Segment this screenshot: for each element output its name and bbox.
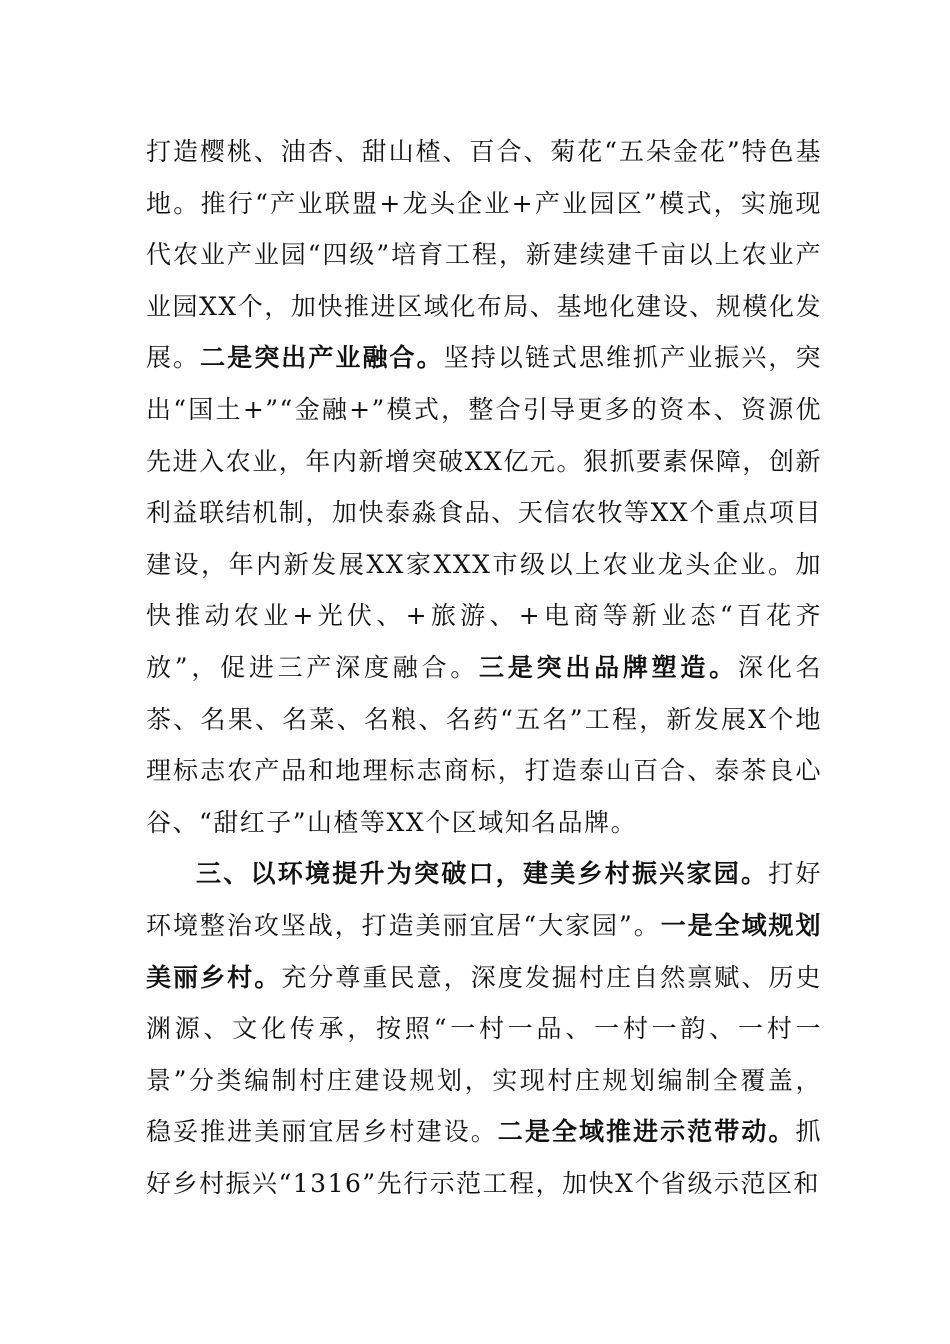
text-run: 深化名茶、名果、名菜、名粮、名药“五名”工程，新发展X个地理标志农产品和地理标志商标，打造泰山百合、泰茶良心谷、“甜红子”山楂等XX个区域知名品牌。 xyxy=(146,652,822,837)
paragraph-2 xyxy=(146,848,822,1209)
text-run: 坚持以链式思维抓产业振兴，突出“国土+”“金融+”模式，整合引导更多的资本、资源优先进入农业，年内新增突破XX亿元。狠抓要素保障，创新利益联结机制，加快泰淼食品、天信农牧等XX个重点项目建设，年内新发展XX家XXX市级以上农业龙头企业。加快推动农业+光伏、+旅游、+电商等新业态“百花齐放”，促进三产深度融合。 xyxy=(146,343,822,682)
section-heading: 三、以环境提升为突破口，建美乡村振兴家园。 xyxy=(196,859,769,889)
bold-heading-run: 一是全域规划美丽乡村。 xyxy=(146,910,822,992)
paragraph-1 xyxy=(146,126,822,848)
text-run: 抓好乡村振兴“1316”先行示范工程，加快X个省级示范区和 xyxy=(146,1117,822,1198)
bold-heading-run: 三是突出品牌塑造。 xyxy=(479,652,738,682)
text-run: 充分尊重民意，深度发掘村庄自然禀赋、历史渊源、文化传承，按照“一村一品、一村一韵、一村一景”分类编制村庄建设规划，实现村庄规划编制全覆盖，稳妥推进美丽宜居乡村建设。 xyxy=(146,962,822,1147)
text-run: 打造樱桃、油杏、甜山楂、百合、菊花“五朵金花”特色基地。推行“产业联盟+龙头企业+产业园区”模式，实施现代农业产业园“四级”培育工程，新建续建千亩以上农业产业园XX个，加快推进区域化布局、基地化建设、规模化发展。 xyxy=(146,137,822,373)
bold-heading-run: 二是全域推进示范带动。 xyxy=(497,1117,796,1147)
document-body xyxy=(146,126,822,1209)
text-run: 打好环境整治攻坚战，打造美丽宜居“大家园”。 xyxy=(146,859,822,940)
bold-heading-run: 二是突出产业融合。 xyxy=(200,343,444,373)
